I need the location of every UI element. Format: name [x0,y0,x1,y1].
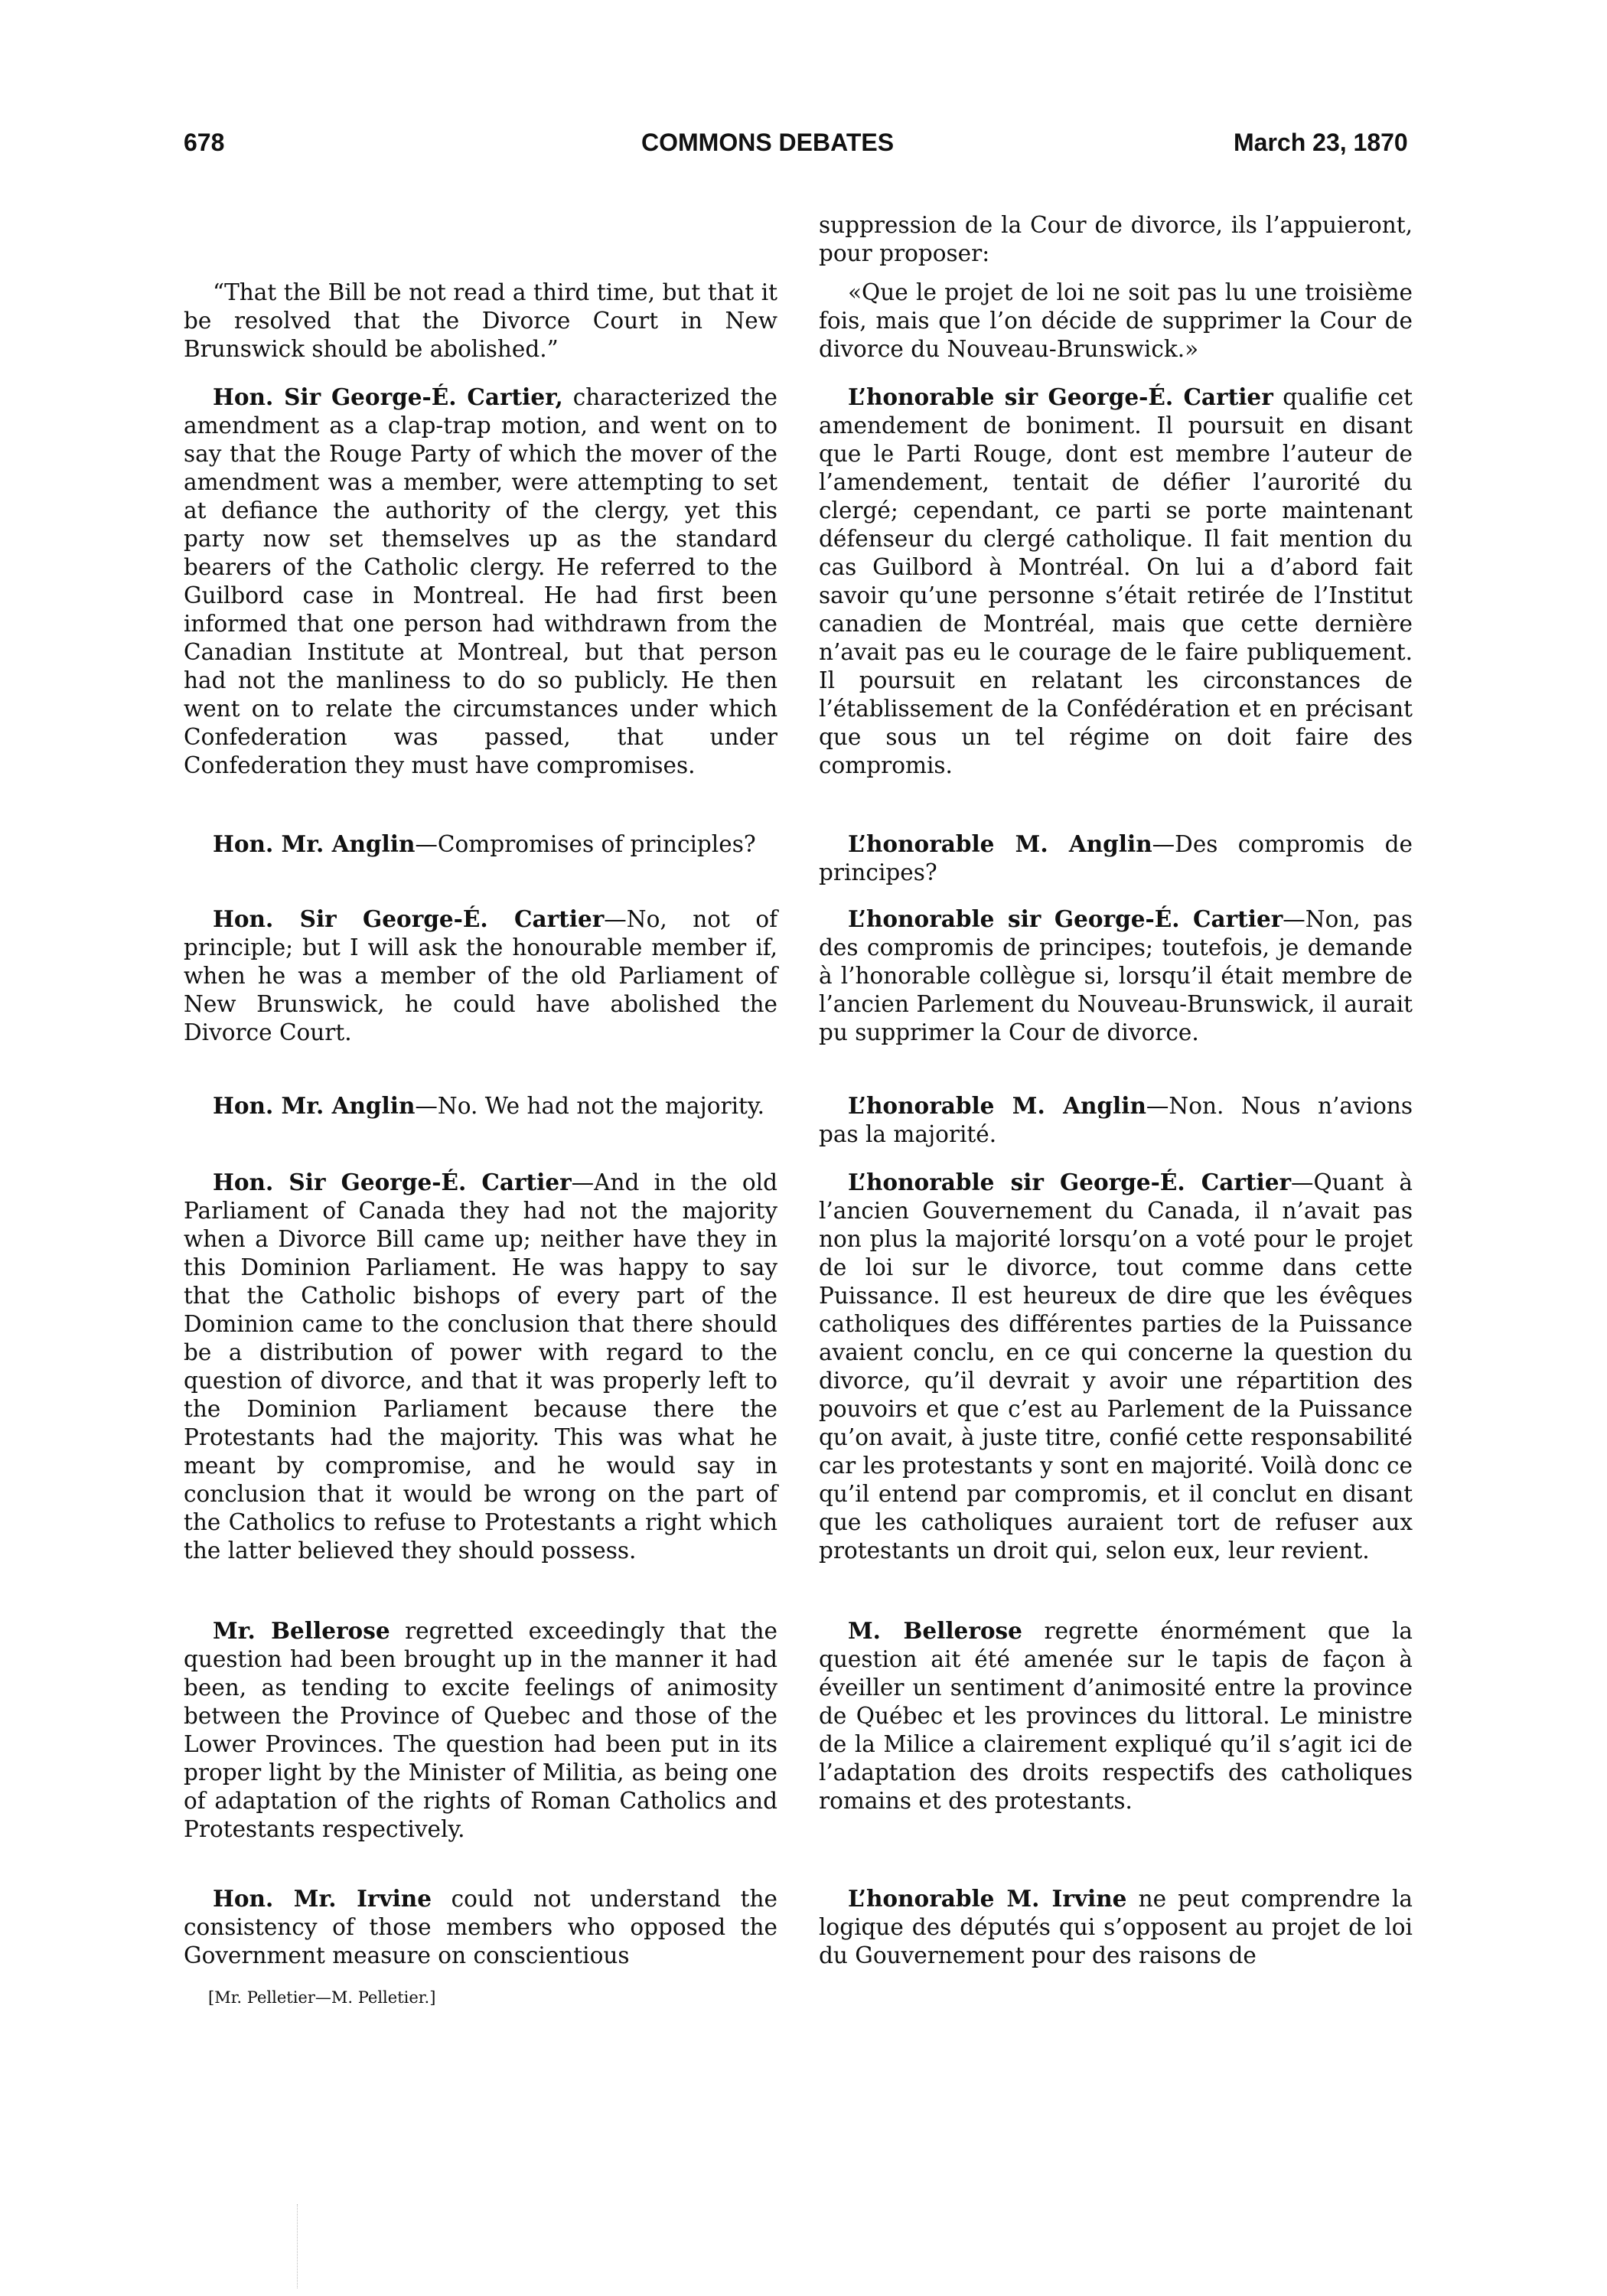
paragraph-text: suppression de la Cour de divorce, ils l’appuieront, pour proposer: [819,212,1413,266]
paragraph-text: qualifie cet amendement de boniment. Il poursuit en disant que le Parti Rouge, dont est membre l’auteur de l’amendement, tentait de défier l’aurorité du clergé; cependant, ce parti se porte maintenant défenseur du clergé catholique. Il fait mention du cas Guilbord à Montréal. On lui a d’abord fait savoir qu’une personne s’était retirée de l’Institut canadien de Montréal, mais que cette dernière n’avait pas eu le courage de le faire publiquement. Il poursuit en relatant les circonstances de l’établissement de la Confédération et en précisant que sous un tel régime on doit faire des compromis. [819,384,1413,778]
speaker-name: M. Bellerose [848,1617,1022,1644]
paragraph [184,383,777,780]
paragraph [819,383,1413,780]
paragraph [819,279,1413,364]
page-header [0,129,1607,159]
paragraph [819,1168,1413,1565]
paragraph [184,905,777,1047]
speaker-name: L’honorable sir George-É. Cartier [848,1169,1292,1195]
speaker-name: Hon. Mr. Anglin [213,1092,416,1119]
paragraph-text: —Non, pas des compromis de principes; toutefois, je demande à l’honorable collègue si, lorsqu’il était membre de l’ancien Parlement du Nouveau-Brunswick, il aurait pu supprimer la Cour de divorce. [819,906,1413,1045]
speaker-name: Hon. Sir George-É. Cartier [213,905,605,932]
running-title: COMMONS DEBATES [641,129,895,156]
paragraph [184,1168,777,1565]
paragraph [184,1616,777,1844]
paragraph-text: —Non. Nous n’avions pas la majorité. [819,1093,1413,1147]
speaker-name: Hon. Sir George-É. Cartier [213,1169,572,1195]
speaker-name: Hon. Mr. Anglin [213,830,416,857]
paragraph-text: —And in the old Parliament of Canada they had not the majority when a Divorce Bill came up; neither have they in this Dominion Parliament. He was happy to say that the Catholic bishops of every part of the Dominion came to the conclusion that there should be a distribution of power with regard to the question of divorce, and that it was properly left to the Dominion Parliament because there the Protestants had the majority. This was what he meant by compromise, and he would say in conclusion that it would be wrong on the part of the Catholics to refuse to Protestants a right which the latter believed they should possess. [184,1169,777,1564]
paragraph [819,905,1413,1047]
speaker-name: Mr. Bellerose [213,1617,390,1644]
paragraph [819,1091,1413,1149]
paragraph [184,830,777,859]
paragraph [819,830,1413,887]
paragraph-text: regrette énormément que la question ait été amenée sur le tapis de façon à éveiller un sentiment d’animosité entre la province de Québec et les provinces du littoral. Le ministre de la Milice a clairement expliqué qu’il s’agit ici de l’adaptation des droits respectifs des catholiques romains et des protestants. [819,1618,1413,1814]
page-number: 678 [184,129,225,156]
paragraph [819,1884,1413,1970]
speaker-name: L’honorable M. Anglin [848,1092,1146,1119]
paragraph [184,279,777,364]
paragraph-text: «Que le projet de loi ne soit pas lu une troisième fois, mais que l’on décide de supprimer la Cour de divorce du Nouveau-Brunswick.» [819,279,1413,362]
paragraph-text: —Des compromis de principes? [819,831,1413,885]
paragraph-text: ne peut comprendre la logique des députés qui s’opposent au projet de loi du Gouvernement pour des raisons de [819,1886,1413,1968]
paragraph [184,1091,777,1120]
paragraph-text: could not understand the consistency of those members who opposed the Government measure on conscientious [184,1886,777,1968]
speaker-name: Hon. Mr. Irvine [213,1885,432,1912]
speaker-name: Hon. Sir George-É. Cartier, [213,383,563,410]
speaker-name: L’honorable M. Anglin [848,830,1152,857]
paragraph-text: —No. We had not the majority. [415,1093,764,1119]
paragraph-text: —No, not of principle; but I will ask the honourable member if, when he was a member of the old Parliament of New Brunswick, he could have abolished the Divorce Court. [184,906,777,1045]
paragraph [819,1616,1413,1815]
speaker-name: L’honorable sir George-É. Cartier [848,383,1273,410]
page-date: March 23, 1870 [1234,129,1408,156]
paragraph-text: —Compromises of principles? [415,831,756,857]
paragraph-text: —Quant à l’ancien Gouvernement du Canada, il n’avait pas non plus la majorité lorsqu’on a voté pour le projet de loi sur le divorce, tout comme dans cette Puissance. Il est heureux de dire que les évêques catholiques des différentes parties de la Puissance avaient conclu, en ce qui concerne la question du divorce, qu’il devrait y avoir une répartition des pouvoirs et que c’est au Parlement de la Puissance qu’on avait, à juste titre, confié cette responsabilité car les protestants y sont en majorité. Voilà donc ce qu’il entend par compromis, et il conclut en disant que les catholiques auraient tort de refuser aux protestants un droit qui, selon eux, leur revient. [819,1169,1413,1564]
speaker-name: L’honorable sir George-É. Cartier [848,905,1283,932]
footer-note: [Mr. Pelletier—M. Pelletier.] [208,1988,436,2007]
paragraph-text: characterized the amendment as a clap-trap motion, and went on to say that the Rouge Party of which the mover of the amendment was a member, were attempting to set at defiance the authority of the clergy, yet this party now set themselves up as the standard bearers of the Catholic clergy. He referred to the Guilbord case in Montreal. He had first been informed that one person had withdrawn from the Canadian Institute at Montreal, but that person had not the manliness to do so publicly. He then went on to relate the circumstances under which Confederation was passed, that under Confederation they must have compromises. [184,384,778,778]
paragraph [184,1884,777,1970]
speaker-name: L’honorable M. Irvine [848,1885,1127,1912]
paragraph-text: “That the Bill be not read a third time, but that it be resolved that the Divorce Court in New Brunswick should be abolished.” [184,279,777,362]
paragraph [819,211,1413,268]
scan-artifact-line [297,2204,298,2288]
paragraph-text: regretted exceedingly that the question had been brought up in the manner it had been, as tending to excite feelings of animosity between the Province of Quebec and those of the Lower Provinces. The question had been put in its proper light by the Minister of Militia, as being one of adaptation of the rights of Roman Catholics and Protestants respectively. [184,1618,777,1842]
